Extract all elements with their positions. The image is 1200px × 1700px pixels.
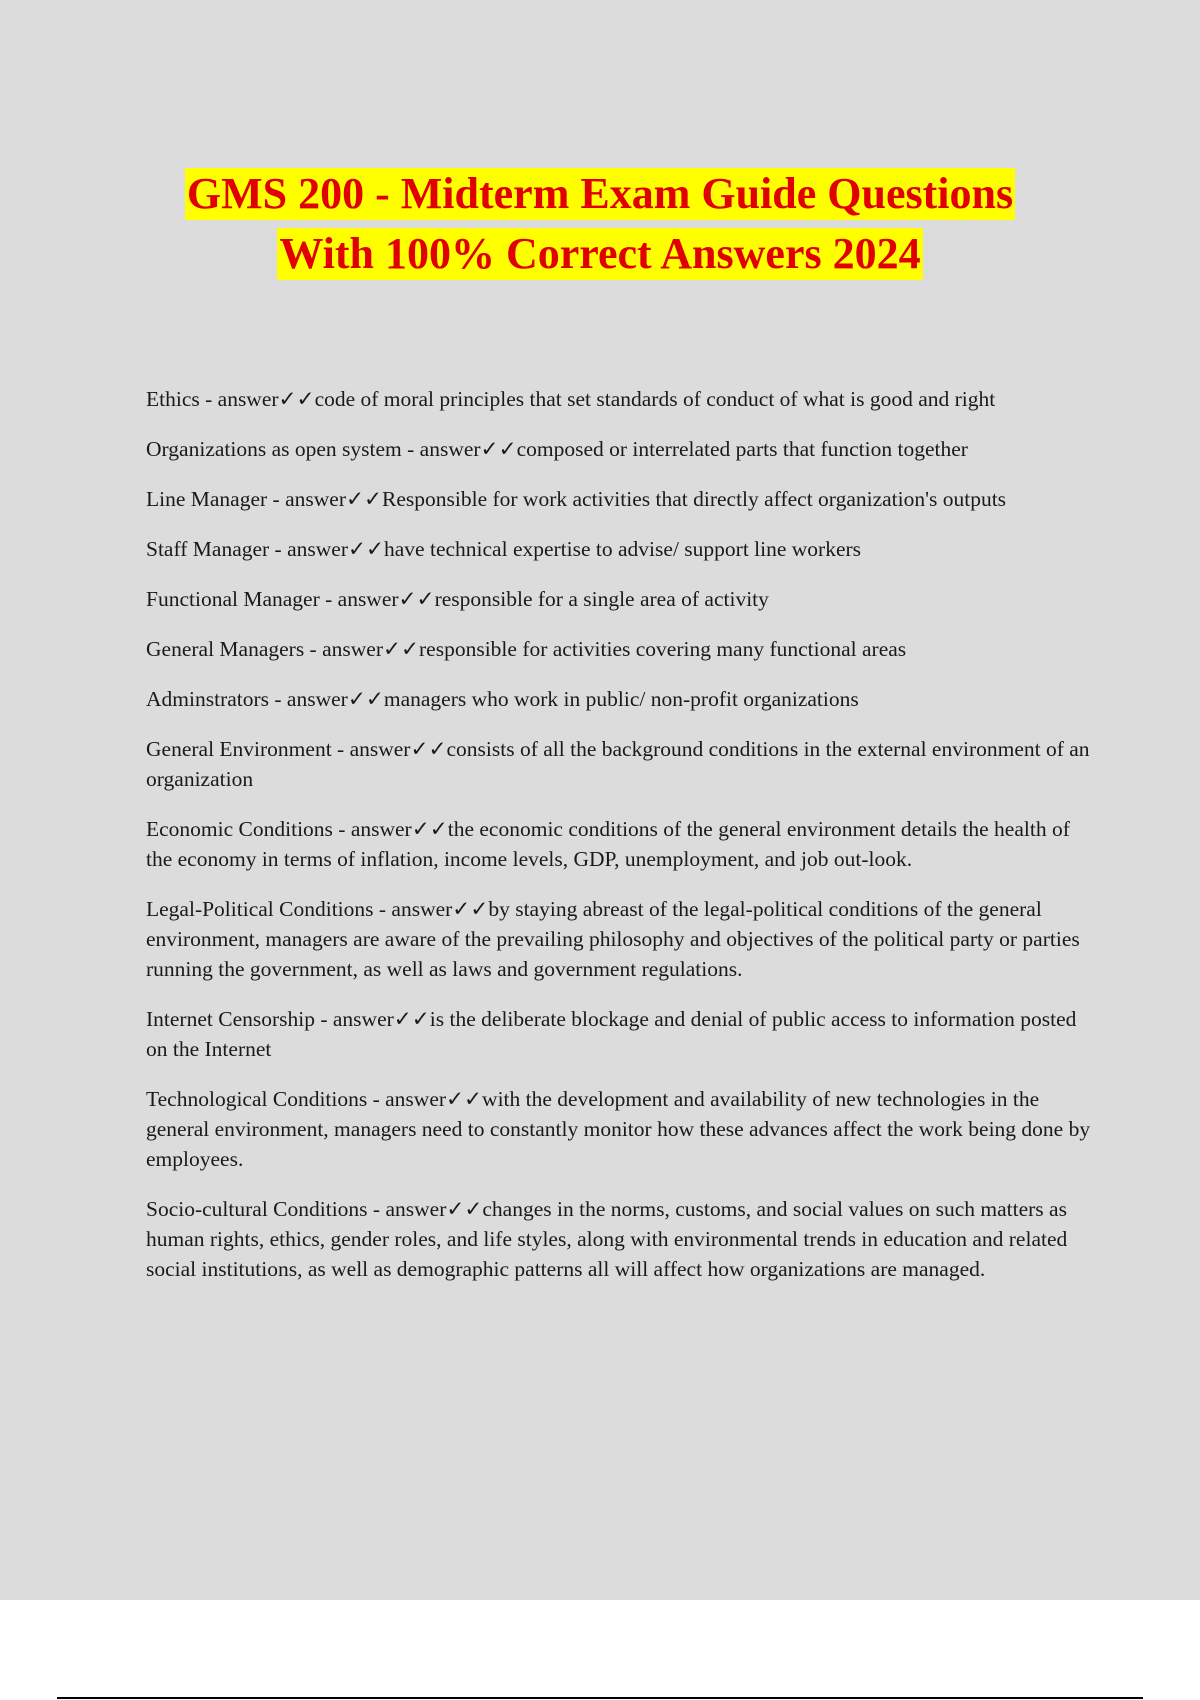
footer-divider [57,1697,1143,1699]
qa-entry: Socio-cultural Conditions - answer✓✓changes in the norms, customs, and social values on such matters as human rights, ethics, gender roles, and life styles, along with environmental trends in education and related social institutions, as well as demographic patterns all will affect how organizations are managed. [146,1197,1068,1281]
qa-entry: Technological Conditions - answer✓✓with the development and availability of new technologies in the general environment, managers need to constantly monitor how these advances affect the work being done by employees. [146,1087,1091,1171]
qa-entry: Internet Censorship - answer✓✓is the deliberate blockage and denial of public access to information posted on the Internet [146,1007,1077,1061]
qa-entry: Line Manager - answer✓✓Responsible for work activities that directly affect organization's outputs [146,487,1007,511]
document-title [0,168,1200,288]
qa-entry-list [146,384,1096,1304]
qa-entry: Ethics - answer✓✓code of moral principles that set standards of conduct of what is good and right [146,387,996,411]
title-line-2: With 100% Correct Answers 2024 [279,229,921,278]
qa-entry: Functional Manager - answer✓✓responsible for a single area of activity [146,587,769,611]
title-line-1: GMS 200 - Midterm Exam Guide Questions [186,169,1014,218]
qa-entry: Adminstrators - answer✓✓managers who work in public/ non-profit organizations [146,687,859,711]
qa-entry: Staff Manager - answer✓✓have technical expertise to advise/ support line workers [146,537,862,561]
qa-entry: Economic Conditions - answer✓✓the economic conditions of the general environment details the health of the economy in terms of inflation, income levels, GDP, unemployment, and job out-look. [146,817,1070,871]
qa-entry: General Environment - answer✓✓consists of all the background conditions in the external environment of an organization [146,737,1090,791]
qa-entry: Legal-Political Conditions - answer✓✓by staying abreast of the legal-political conditions of the general environment, managers are aware of the prevailing philosophy and objectives of the political party or parties running the government, as well as laws and government regulations. [146,897,1080,981]
qa-entry: General Managers - answer✓✓responsible for activities covering many functional areas [146,637,907,661]
qa-entry: Organizations as open system - answer✓✓composed or interrelated parts that function together [146,437,968,461]
